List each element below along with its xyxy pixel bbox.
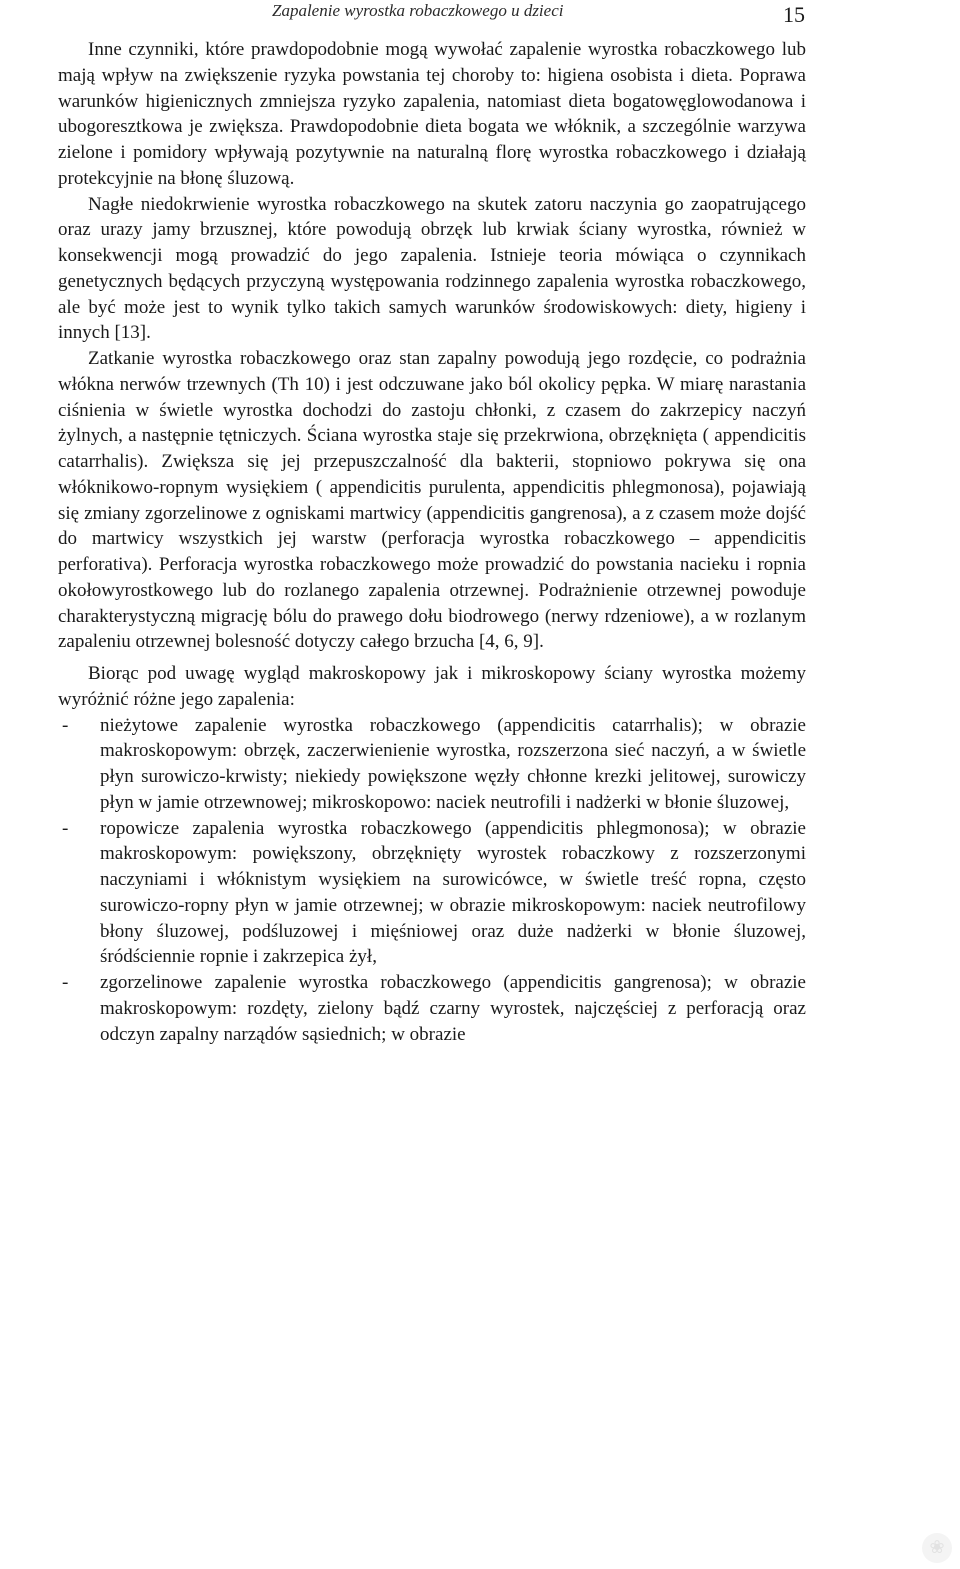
paragraph-classification-intro: Biorąc pod uwagę wygląd makroskopowy jak i mikroskopowy ściany wyrostka możemy wyróżnić różne jego zapalenia: (58, 663, 806, 710)
list-item: - ropowicze zapalenia wyrostka robaczkowego (appendicitis phlegmonosa); w obrazie makroskopowym: powiększony, obrzęknięty wyrostek robaczkowy z rozszerzonymi naczyniami i włóknistym wysiękiem na surowicówce, w świetle treść ropna, często surowiczo-ropny płyn w jamie otrzewnej; w obrazie mikroskopowym: naciek neutrofilowy błony śluzowej, podśluzowej i mięśniowej oraz duże nadżerki w błonie śluzowej, śródściennie ropnie i zakrzepica żył, (58, 816, 806, 971)
watermark-icon: ❀ (922, 1533, 952, 1563)
page-number: 15 (783, 2, 805, 27)
list-item: - nieżytowe zapalenie wyrostka robaczkowego (appendicitis catarrhalis); w obrazie makroskopowym: obrzęk, zaczerwienienie wyrostka, rozszerzona sieć naczyń, a w świetle płyn surowiczo-krwisty; niekiedy powiększone węzły chłonne krezki jelitowej, surowiczy płyn w jamie otrzewnowej; mikroskopowo: naciek neutrofili i nadżerki w błonie śluzowej, (58, 713, 806, 816)
paragraph-ischemia-genetics: Nagłe niedokrwienie wyrostka robaczkowego na skutek zatoru naczynia go zaopatrującego oraz urazy jamy brzusznej, które powodują obrzęk lub krwiak ściany wyrostka, również w konsekwencji mogą prowadzić do jego zapalenia. Istnieje teoria mówiąca o czynnikach genetycznych będących przyczyną występowania rodzinnego zapalenia wyrostka robaczkowego, ale być może jest to wynik tylko takich samych warunków środowiskowych: diety, higieny i innych [13]. (58, 193, 806, 344)
inflammation-types-list (58, 713, 806, 1048)
paragraph-risk-factors: Inne czynniki, które prawdopodobnie mogą wywołać zapalenie wyrostka robaczkowego lub mają wpływ na zwiększenie ryzyka powstania tej choroby to: higiena osobista i dieta. Poprawa warunków higienicznych zmniejsza ryzyko zapalenia, natomiast dieta bogatowęglowodanowa i ubogoresztkowa je zwiększa. Prawdopodobnie dieta bogata we włóknik, a szczególnie warzywa zielone i pomidory wpływają pozytywnie na naturalną florę wyrostka robaczkowego i działają protekcyjnie na błonę śluzową. (58, 39, 806, 189)
paragraph-pathogenesis: Zatkanie wyrostka robaczkowego oraz stan zapalny powodują jego rozdęcie, co podrażnia włókna nerwów trzewnych (Th 10) i jest odczuwane jako ból okolicy pępka. W miarę narastania ciśnienia w świetle wyrostka dochodzi do zastoju chłonki, z czasem do zakrzepicy naczyń żylnych, a następnie tętniczych. Ściana wyrostka staje się przekrwiona, obrzęknięta ( appendicitis catarrhalis). Zwiększa się jej przepuszczalność dla bakterii, stopniowo pokrywa się ona włóknikowo-ropnym wysiękiem ( appendicitis purulenta, appendicitis phlegmonosa), pojawiają się zmiany zgorzelinowe z ogniskami martwicy (appendicitis gangrenosa), a z czasem może dojść do martwicy wszystkich jej warstw (perforacja wyrostka robaczkowego – appendicitis perforativa). Perforacja wyrostka robaczkowego może prowadzić do powstania nacieku i ropnia okołowyrostkowego lub do rozlanego zapalenia otrzewnej. Podrażnienie otrzewnej powoduje charakterystyczną migrację bólu do prawego dołu biodrowego (nerwy rdzeniowe), a w rozlanym zapaleniu otrzewnej bolesność dotyczy całego brzucha [4, 6, 9]. (58, 348, 806, 653)
running-header: Zapalenie wyrostka robaczkowego u dzieci (272, 1, 564, 20)
list-item: - zgorzelinowe zapalenie wyrostka robaczkowego (appendicitis gangrenosa); w obrazie makroskopowym: rozdęty, zielony bądź czarny wyrostek, najczęściej z perforacją oraz odczyn zapalny narządów sąsiednich; w obrazie (58, 970, 806, 1047)
body-text (58, 37, 806, 1047)
